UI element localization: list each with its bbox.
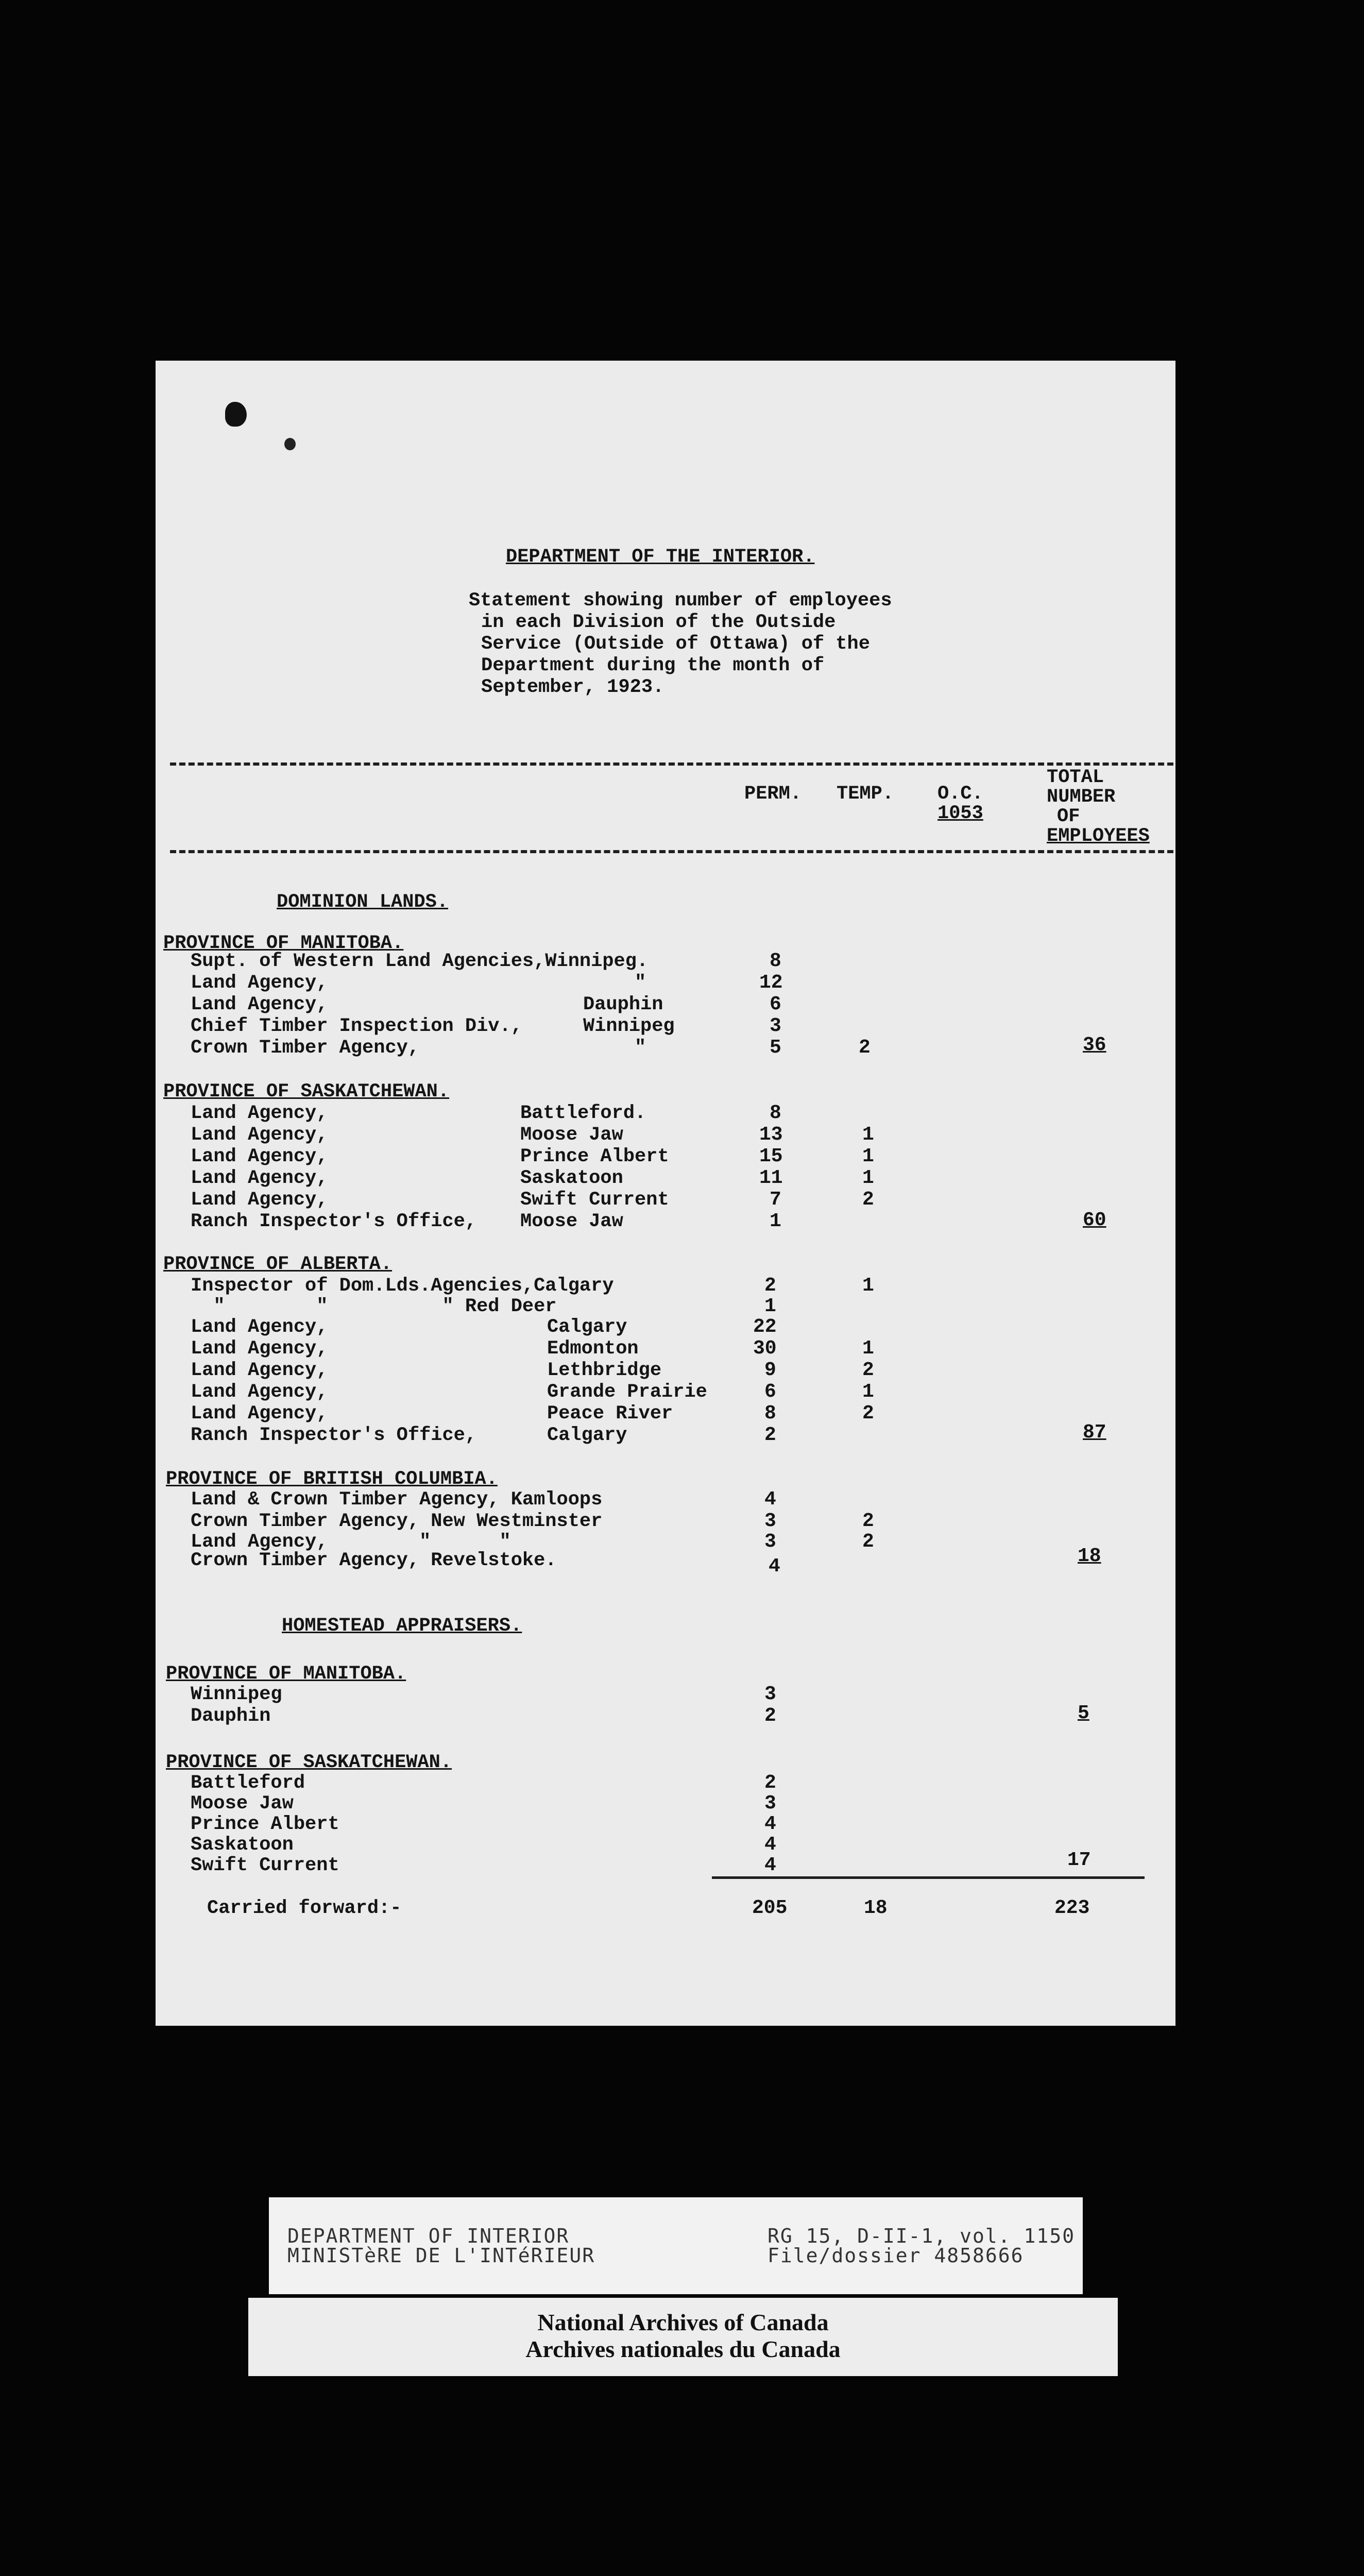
archive-name-label <box>248 2298 1118 2376</box>
column-header-perm: PERM. <box>744 783 802 805</box>
carried-forward-total: 223 <box>1054 1897 1090 1919</box>
province-heading: PROVINCE OF SASKATCHEWAN. <box>166 1752 452 1773</box>
archive-reference-label <box>269 2197 1083 2294</box>
statement-line: Service (Outside of Ottawa) of the <box>481 633 870 655</box>
archive-file-number: File/dossier 4858666 <box>768 2244 1024 2267</box>
carried-forward-perm: 205 <box>752 1897 788 1919</box>
column-header-total: NUMBER <box>1047 786 1116 808</box>
carried-forward-temp: 18 <box>864 1897 888 1919</box>
divider-rule <box>170 850 1173 853</box>
subtotal: 5 <box>1078 1702 1089 1724</box>
archive-name-en: National Archives of Canada <box>537 2309 829 2335</box>
carried-forward-label: Carried forward:- <box>207 1897 402 1919</box>
statement-line: in each Division of the Outside <box>481 612 836 633</box>
ink-blot <box>225 402 247 427</box>
ink-blot <box>284 438 296 450</box>
column-header-oc: O.C. <box>937 783 983 805</box>
section-heading-homestead: HOMESTEAD APPRAISERS. <box>282 1615 522 1637</box>
subtotal: 60 <box>1083 1209 1106 1231</box>
statement-line: September, 1923. <box>481 676 664 698</box>
statement-line: Department during the month of <box>481 655 825 676</box>
document-page: DEPARTMENT OF THE INTERIOR. Statement showing number of employees in each Division of the Outside Service (Outside of Ottawa) of the Department during the month of September, 1923. PERM. TEMP. O.C. 1053 TOTAL NUMBER OF EMPLOYEES DOMINION LANDS. PROVINCE OF MANITOBA. Supt. of Western Land Agencies,Winnipeg. 8 Land Agency, " 12 Land Agency, Dauphin 6 Chief Timber Inspection Div., Winnipeg 3 Crown Timber Agency, " 5 2 36 PROVINCE OF SASKATCHEWAN. Land Agency, Battleford. 8 Land Agency, Moose Jaw 13 1 Land Agency, Prince Albert 15 1 Land Agency, Saskatoon 11 1 Land Agency, Swift Current 7 2 Ranch Inspector's Office, Moose Jaw 1 60 PROVINCE OF ALBERTA. Inspector of Dom.Lds.Agencies,Calgary 2 1 " " " Red Deer 1 Land Agency, Calgary 22 Land Agency, Edmonton 30 1 Land Agency, Lethbridge 9 2 Land Agency, Grande Prairie 6 1 Land Agency, Peace River 8 2 Ranch Inspector's Office, Calgary 2 87 PROVINCE OF BRITISH COLUMBIA. Land & Crown Timber Agency, Kamloops 4 Crown Timber Agency, New Westminster 3 2 Land Agency, " " 3 2 Crown Timber Agency, Revelstoke. 4 18 HOMESTEAD APPRAISERS. PROVINCE OF MANITOBA. Winnipeg 3 Dauphin 2 5 PROVINCE OF SASKATCHEWAN. Battleford 2 Moose Jaw 3 Prince Albert 4 Saskatoon 4 Swift Current 4 17 Carried forward:- 205 18 223 <box>156 361 1175 2026</box>
statement-line: Statement showing number of employees <box>469 590 892 612</box>
province-heading: PROVINCE OF SASKATCHEWAN. <box>163 1081 450 1103</box>
column-header-temp: TEMP. <box>837 783 894 805</box>
subtotal: 36 <box>1083 1034 1106 1056</box>
column-header-oc-number: 1053 <box>937 803 983 824</box>
section-heading-dominion-lands: DOMINION LANDS. <box>277 891 449 913</box>
province-heading: PROVINCE OF MANITOBA. <box>166 1663 406 1685</box>
sum-rule <box>712 1876 1145 1879</box>
subtotal: 87 <box>1083 1421 1106 1444</box>
archive-reference: RG 15, D-II-1, vol. 1150 <box>768 2225 1076 2247</box>
province-heading: PROVINCE OF MANITOBA. <box>163 933 404 954</box>
column-header-total: OF <box>1057 806 1080 827</box>
archive-department-en: DEPARTMENT OF INTERIOR <box>287 2225 570 2247</box>
archive-name-fr: Archives nationales du Canada <box>525 2336 841 2362</box>
divider-rule <box>170 762 1173 766</box>
column-header-total: TOTAL <box>1047 767 1104 788</box>
column-header-total: EMPLOYEES <box>1047 825 1150 847</box>
department-title: DEPARTMENT OF THE INTERIOR. <box>506 546 815 568</box>
province-heading: PROVINCE OF BRITISH COLUMBIA. <box>166 1468 498 1490</box>
subtotal: 18 <box>1078 1545 1101 1567</box>
archive-department-fr: MINISTèRE DE L'INTéRIEUR <box>287 2244 595 2267</box>
subtotal: 17 <box>1067 1849 1091 1871</box>
province-heading: PROVINCE OF ALBERTA. <box>163 1253 393 1275</box>
